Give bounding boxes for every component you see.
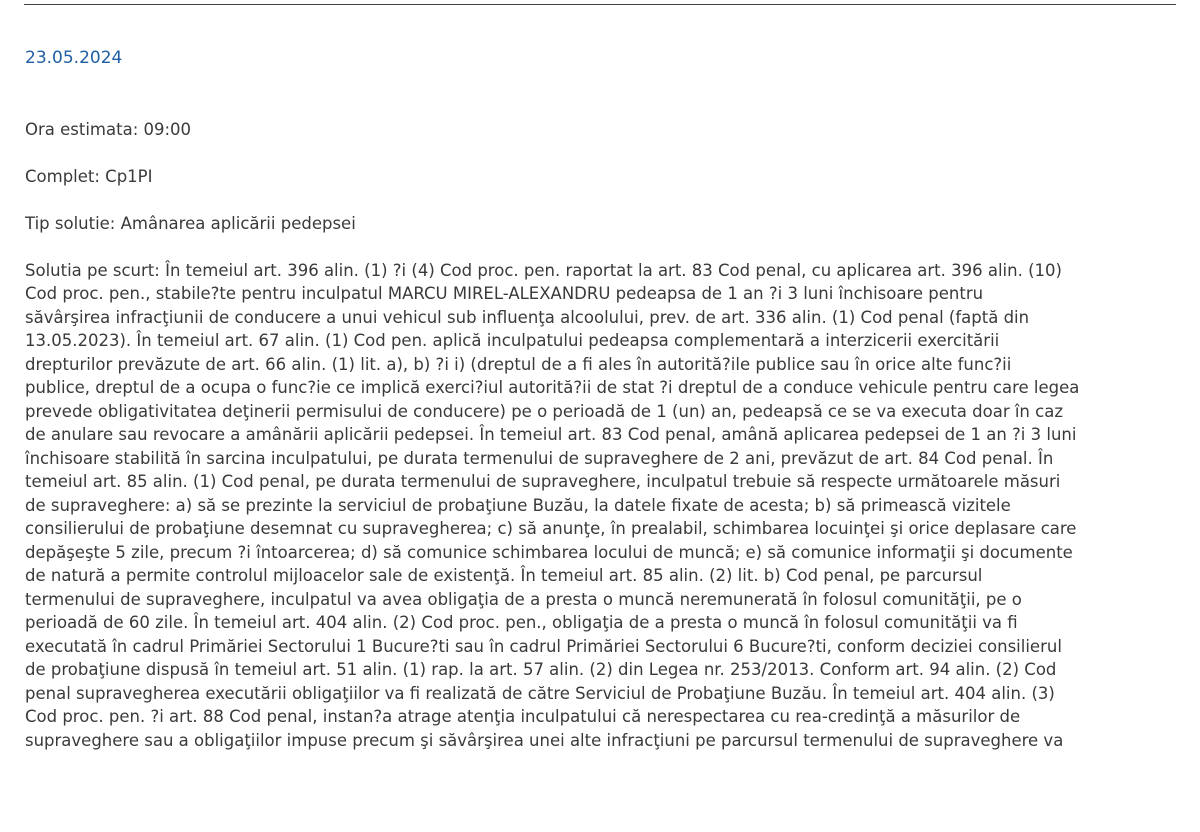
solution-summary: Solutia pe scurt: În temeiul art. 396 alin. (1) ?i (4) Cod proc. pen. raportat la art. 83 Cod penal, cu aplicarea art. 396 alin. (10) Cod proc. pen., stabile?te pentru inculpatul MARCU MIREL-ALEXANDRU pedeapsa de 1 an ?i 3 luni închisoare pentru săvârşirea infracţiunii de conducere a unui vehicul sub influenţa alcoolului, prev. de art. 336 alin. (1) Cod penal (faptă din 13.05.2023). În temeiul art. 67 alin. (1) Cod pen. aplică inculpatului pedeapsa complementară a interzicerii exercitării drepturilor prevăzute de art. 66 alin. (1) lit. a), b) ?i i) (dreptul de a fi ales în autorită?ile publice sau în orice alte func?ii publice, dreptul de a ocupa o func?ie ce implică exerci?iul autorită?ii de stat ?i dreptul de a conduce vehicule pentru care legea prevede obligativitatea deţinerii permisului de conducere) pe o perioadă de 1 (un) an, pedeapsă ce se va executa doar în caz de anulare sau revocare a amânării aplicării pedepsei. În temeiul art. 83 Cod penal, amână aplicarea pedepsei de 1 an ?i 3 luni închisoare stabilită în sarcina inculpatului, pe durata termenului de supraveghere de 2 ani, prevăzut de art. 84 Cod penal. În temeiul art. 85 alin. (1) Cod penal, pe durata termenului de supraveghere, inculpatul trebuie să respecte următoarele măsuri de supraveghere: a) să se prezinte la serviciul de probaţiune Buzău, la datele fixate de acesta; b) să primească vizitele consilierului de probaţiune desemnat cu supravegherea; c) să anunţe, în prealabil, schimbarea locuinţei şi orice deplasare care depăşeşte 5 zile, precum ?i întoarcerea; d) să comunice schimbarea locului de muncă; e) să comunice informaţii şi documente de natură a permite controlul mijloacelor sale de existenţă. În temeiul art. 85 alin. (2) lit. b) Cod penal, pe parcursul termenului de supraveghere, inculpatul va avea obligaţia de a presta o muncă neremunerată în folosul comunităţii, pe o perioadă de 60 zile. În temeiul art. 404 alin. (2) Cod proc. pen., obligaţia de a presta o muncă în folosul comunităţii va fi executată în cadrul Primăriei Sectorului 1 Bucure?ti sau în cadrul Primăriei Sectorului 6 Bucure?ti, conform deciziei consilierul de probaţiune dispusă în temeiul art. 51 alin. (1) rap. la art. 57 alin. (2) din Legea nr. 253/2013. Conform art. 94 alin. (2) Cod penal supravegherea executării obligaţiilor va fi realizată de către Serviciul de Probaţiune Buzău. În temeiul art. 404 alin. (3) Cod proc. pen. ?i art. 88 Cod penal, instan?a atrage atenţia inculpatului că nerespectarea cu rea-credinţă a măsurilor de supraveghere sau a obligaţiilor impuse precum şi săvârşirea unei alte infracţiuni pe parcursul termenului de supraveghere va bbox=[25, 260, 1080, 750]
panel-name: Complet: Cp1PI bbox=[25, 166, 153, 186]
top-divider bbox=[24, 4, 1176, 5]
session-details bbox=[25, 94, 1173, 832]
session-date: 23.05.2024 bbox=[25, 48, 123, 68]
estimated-time: Ora estimata: 09:00 bbox=[25, 119, 192, 139]
solution-type: Tip solutie: Amânarea aplicării pedepsei bbox=[25, 213, 356, 233]
